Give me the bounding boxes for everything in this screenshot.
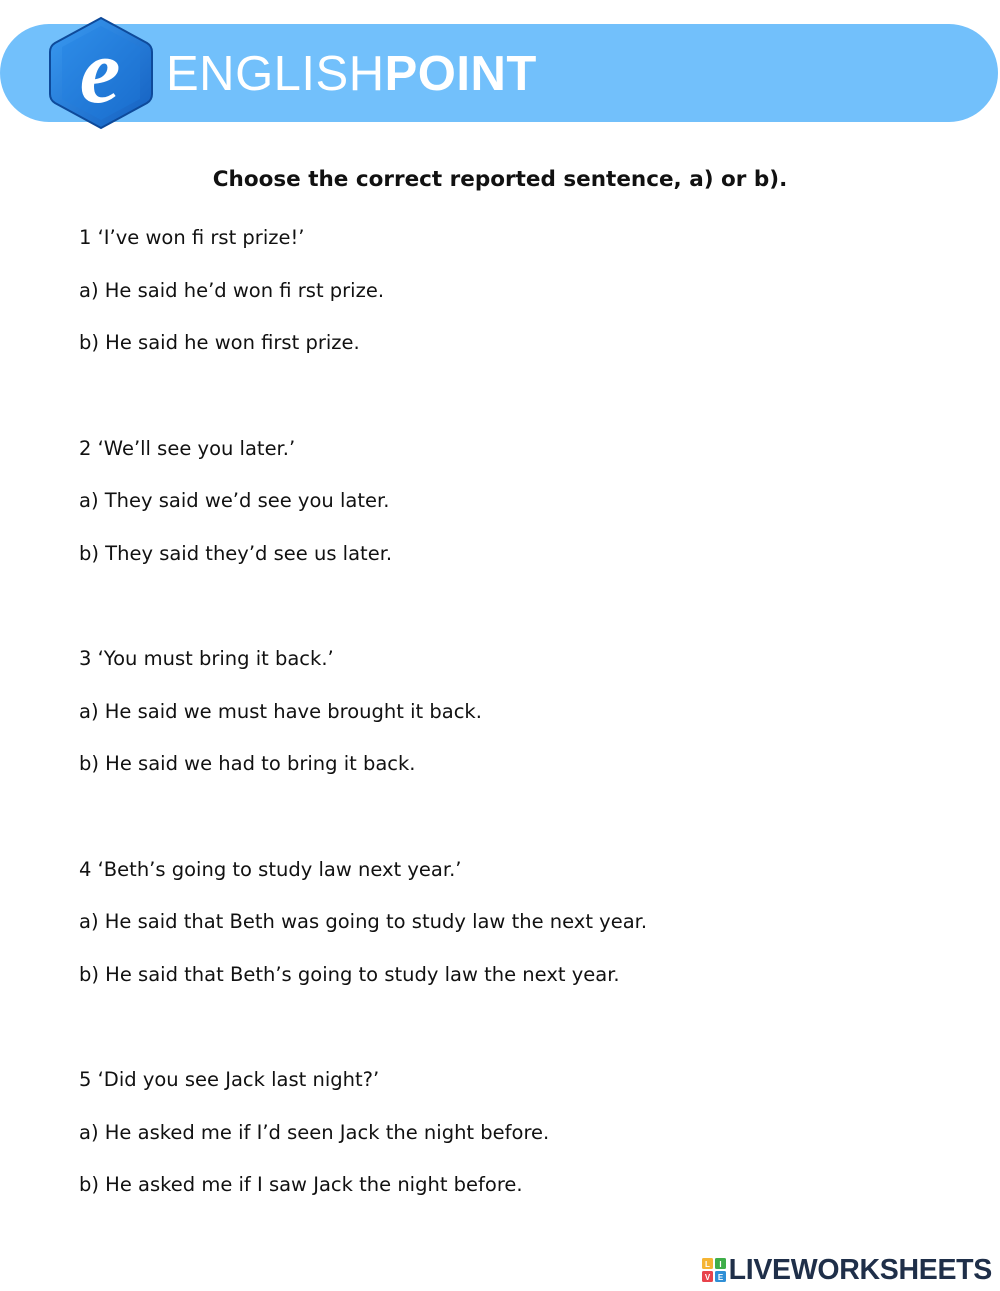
svg-text:L: L bbox=[704, 1260, 710, 1269]
liveworksheets-logo bbox=[702, 1252, 992, 1288]
question-3 bbox=[79, 642, 979, 853]
answer-option-a[interactable]: a) He said he’d won fi rst prize. bbox=[79, 278, 385, 302]
brand-name-light: ENGLISH bbox=[166, 47, 385, 101]
answer-option-b[interactable]: b) He asked me if I saw Jack the night before. bbox=[79, 1173, 523, 1196]
answer-option-b[interactable]: b) He said that Beth’s going to study law the next year. bbox=[79, 962, 620, 986]
question-prompt: 1 ‘I’ve won fi rst prize!’ bbox=[79, 226, 305, 249]
answer-option-a[interactable]: a) He said we must have brought it back. bbox=[79, 699, 482, 723]
answer-option-b[interactable]: b) He said he won first prize. bbox=[79, 331, 360, 354]
svg-text:I: I bbox=[718, 1260, 722, 1269]
answer-option-b[interactable]: b) They said they’d see us later. bbox=[79, 541, 393, 565]
question-4 bbox=[79, 853, 979, 1064]
question-prompt: 3 ‘You must bring it back.’ bbox=[79, 647, 334, 670]
liveworksheets-brand-text: LIVEWORKSHEETS bbox=[728, 1253, 992, 1286]
instruction-heading: Choose the correct reported sentence, a) or b). bbox=[212, 167, 788, 192]
question-list bbox=[79, 221, 979, 1274]
question-2 bbox=[79, 432, 979, 643]
question-5 bbox=[79, 1063, 979, 1274]
brand-name bbox=[166, 44, 537, 104]
logo-letter: e bbox=[79, 20, 121, 122]
svg-text:E: E bbox=[717, 1273, 723, 1282]
answer-option-a[interactable]: a) He asked me if I’d seen Jack the night before. bbox=[79, 1120, 550, 1144]
answer-option-a[interactable]: a) He said that Beth was going to study law the next year. bbox=[79, 910, 648, 933]
question-1 bbox=[79, 221, 979, 432]
liveworksheets-icon bbox=[702, 1258, 726, 1282]
brand-name-bold: POINT bbox=[384, 47, 537, 101]
question-prompt: 5 ‘Did you see Jack last night?’ bbox=[79, 1068, 380, 1091]
answer-option-a[interactable]: a) They said we’d see you later. bbox=[79, 489, 390, 512]
englishpoint-logo-icon bbox=[48, 16, 154, 130]
question-prompt: 4 ‘Beth’s going to study law next year.’ bbox=[79, 857, 462, 881]
answer-option-b[interactable]: b) He said we had to bring it back. bbox=[79, 752, 416, 775]
svg-text:V: V bbox=[704, 1273, 710, 1282]
question-prompt: 2 ‘We’ll see you later.’ bbox=[79, 436, 296, 460]
